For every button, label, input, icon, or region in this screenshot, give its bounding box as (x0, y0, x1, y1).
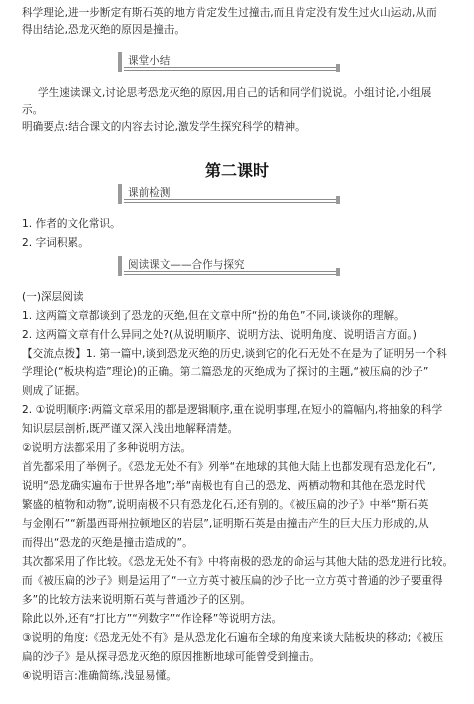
answer-line: ②说明方法都采用了多种说明方法。 (22, 442, 192, 454)
banner-end (336, 64, 340, 72)
section-banner-precheck (118, 184, 340, 204)
answer-line: 首先都采用了举例子。《恐龙无处不有》列举“在地球的其他大陆上也都发现有恐龙化石”, (22, 461, 436, 473)
subsection-heading: (一)深层阅读 (22, 291, 84, 303)
banner-bar (118, 256, 122, 276)
paragraph-line: 学生速读课文,讨论思考恐龙灭绝的原因,用自己的话和同学们说说。小组讨论,小组展 (38, 87, 432, 99)
banner-end (336, 268, 340, 276)
banner-rule (124, 199, 340, 200)
banner-bar (118, 184, 122, 204)
answer-line: 多”的比较方法来说明斯石英与普通沙子的区别。 (22, 594, 252, 606)
banner-rule (124, 271, 340, 272)
answer-line: 【交流点拨】1. 第一篇中,谈到恐龙灭绝的历史,谈到它的化石无处不在是为了证明另一个科 (22, 348, 447, 360)
question-line: 1. 这两篇文章都谈到了恐龙的灭绝,但在文章中所“扮的角色”不同,谈谈你的理解。 (22, 310, 405, 322)
answer-line: 2. ①说明顺序:两篇文章采用的都是逻辑顺序,重在说明事理,在短小的篇幅内,将抽象的科学 (22, 404, 443, 416)
banner-rule (124, 70, 340, 71)
answer-line: 扁的沙子》是从探寻恐龙灭绝的原因推断地球可能曾受到撞击。 (22, 651, 321, 663)
paragraph-line: 得出结论,恐龙灭绝的原因是撞击。 (22, 24, 186, 36)
answer-line: ③说明的角度:《恐龙无处不有》是从恐龙化石遍布全球的角度来谈大陆板块的移动;《被压 (22, 632, 444, 644)
question-line: 2. 这两篇文章有什么异同之处?(从说明顺序、说明方法、说明角度、说明语言方面。) (22, 329, 417, 341)
banner-end (336, 196, 340, 204)
section-banner-summary (118, 52, 340, 72)
answer-line: 而《被压扁的沙子》则是运用了“一立方英寸被压扁的沙子比一立方英寸普通的沙子要重得 (22, 575, 443, 587)
paragraph-line: 科学理论,进一步断定有斯石英的地方肯定发生过撞击,而且肯定没有发生过火山运动,从而 (22, 7, 437, 19)
answer-line: 说明“恐龙确实遍布于世界各地”;举“南极也有自己的恐龙、两栖动物和其他在恐龙时代 (22, 480, 426, 492)
banner-label: 课前检测 (128, 187, 171, 199)
paragraph-line: 示。 (22, 104, 44, 116)
answer-line: 除此以外,还有“打比方”“列数字”“作诠释”等说明方法。 (22, 613, 283, 625)
answer-line: 与金刚石”“新墨西哥州拉顿地区的岩层”,证明斯石英是由撞击产生的巨大压力形成的,从 (22, 518, 429, 530)
answer-line: ④说明语言:准确简练,浅显易懂。 (22, 670, 177, 682)
answer-line: 繁盛的植物和动物”,说明南极不只有恐龙化石,还有别的。《被压扁的沙子》中举“斯石英 (22, 499, 429, 511)
paragraph-line: 明确要点:结合课文的内容去讨论,激发学生探究科学的精神。 (22, 121, 306, 133)
answer-line: 知识层层剖析,既严谨又深入浅出地解释清楚。 (22, 423, 239, 435)
section-banner-reading (118, 256, 340, 276)
list-item: 2. 字词积累。 (22, 237, 89, 249)
banner-bar (118, 52, 122, 72)
banner-label: 阅读课文——合作与探究 (128, 259, 245, 271)
banner-label: 课堂小结 (128, 55, 171, 67)
lesson-heading: 第二课时 (204, 161, 269, 180)
answer-line: 学理论(“板块构造”理论)的正确。第二篇恐龙的灭绝成为了探讨的主题,“被压扁的沙子” (22, 366, 429, 378)
list-item: 1. 作者的文化常识。 (22, 218, 121, 230)
answer-line: 其次都采用了作比较。《恐龙无处不有》中将南极的恐龙的命运与其他大陆的恐龙进行比较。 (22, 556, 454, 568)
answer-line: 则成了证据。 (22, 385, 86, 397)
banner-rule (124, 67, 340, 68)
banner-rule (124, 274, 340, 275)
answer-line: 而得出“恐龙的灭绝是撞击造成的”。 (22, 537, 193, 549)
banner-rule (124, 202, 340, 203)
